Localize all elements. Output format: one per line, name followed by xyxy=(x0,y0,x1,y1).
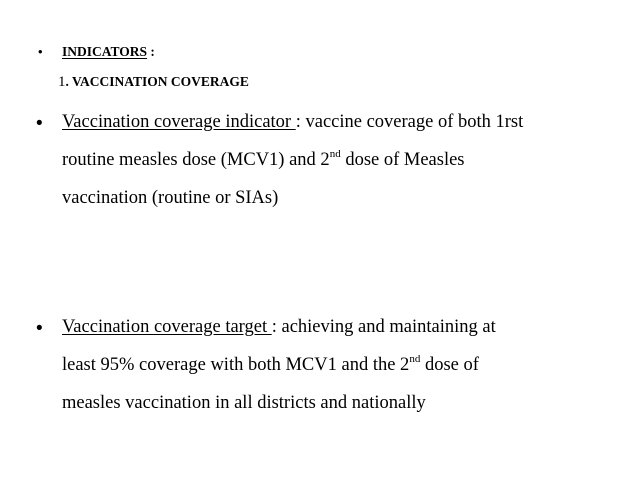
heading xyxy=(62,44,155,60)
subheading-text: . VACCINATION COVERAGE xyxy=(65,74,249,89)
text-fragment: least 95% coverage with both MCV1 and the 2 xyxy=(62,355,410,375)
bullet-marker: • xyxy=(38,44,43,59)
bullet-marker: • xyxy=(36,318,43,339)
superscript: nd xyxy=(409,352,421,365)
text-fragment: : achieving and maintaining at xyxy=(271,317,496,337)
text-line: vaccination (routine or SIAs) xyxy=(62,188,279,208)
target-paragraph xyxy=(62,308,622,422)
heading-label: INDICATORS xyxy=(62,44,148,59)
text-fragment: : vaccine coverage of both 1rst xyxy=(295,112,524,132)
text-line xyxy=(62,103,622,141)
text-line: measles vaccination in all districts and nationally xyxy=(62,393,426,413)
text-line xyxy=(62,346,622,384)
text-line xyxy=(62,308,622,346)
text-fragment: dose of xyxy=(420,355,479,375)
subheading-number: 1 xyxy=(58,74,66,90)
indicator-term: Vaccination coverage indicator xyxy=(62,112,296,132)
text-fragment: dose of Measles xyxy=(340,150,465,170)
indicator-paragraph xyxy=(62,103,622,217)
bullet-marker: • xyxy=(36,113,43,134)
heading-suffix: : xyxy=(147,44,155,59)
text-fragment: routine measles dose (MCV1) and 2 xyxy=(62,150,330,170)
superscript: nd xyxy=(329,147,341,160)
subheading xyxy=(58,74,249,91)
text-line xyxy=(62,141,622,179)
target-term: Vaccination coverage target xyxy=(62,317,272,337)
